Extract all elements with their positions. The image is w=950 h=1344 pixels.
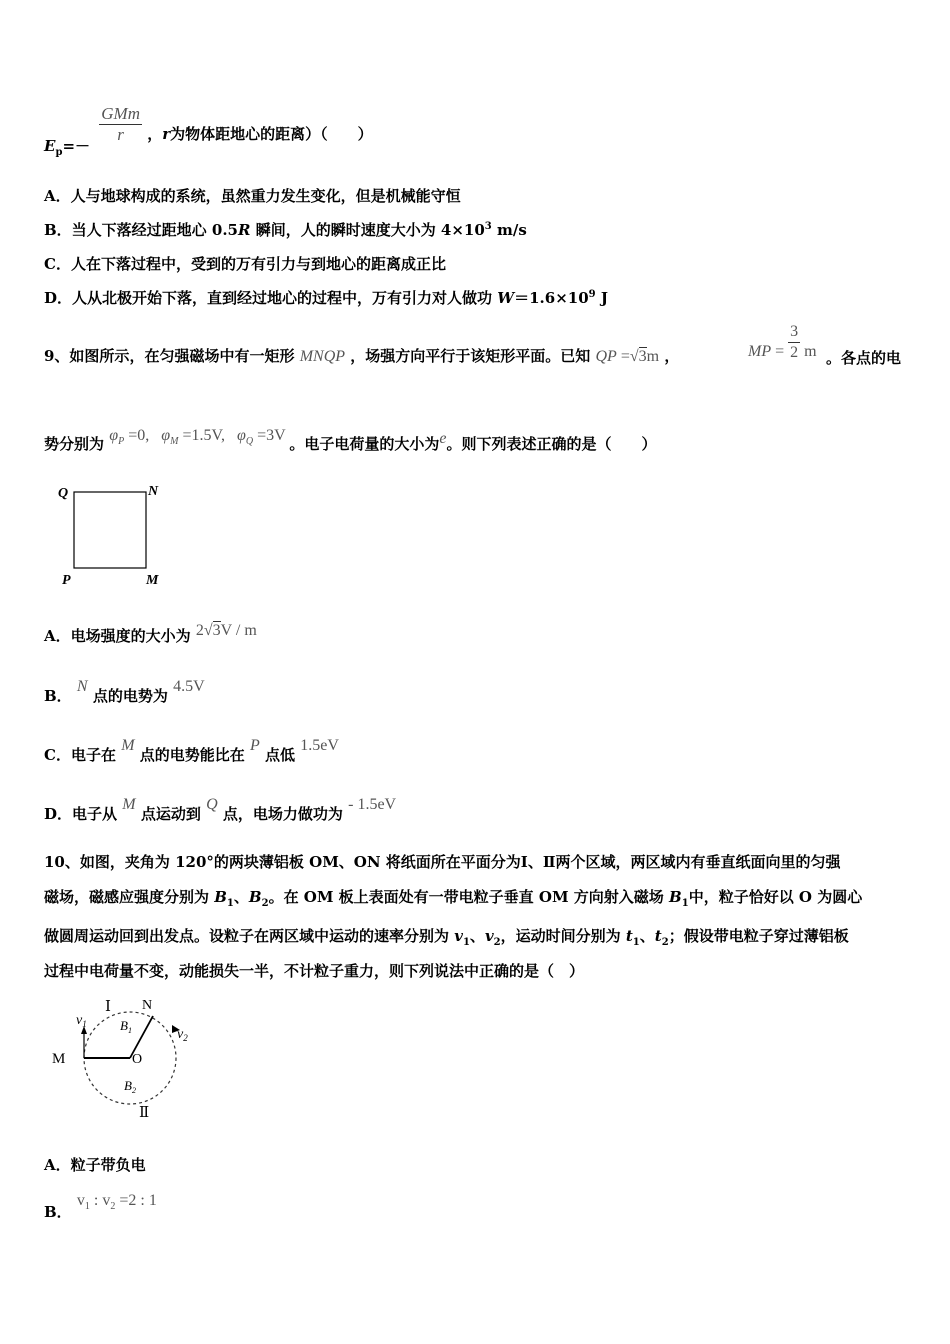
label-n: N <box>148 484 159 499</box>
q8-option-a: A．人与地球构成的系统，虽然重力发生变化，但是机械能守恒 <box>44 187 461 205</box>
q9-stem-line2: 势分别为 $\varphi_P =0$, $\varphi_M =1.5V$, $\varphi_Q =3V$ 。电子电荷量的大小为e。则下列表述正确的是（ ） <box>44 427 657 453</box>
q9-stem-tail: 。各点的电 <box>826 349 902 367</box>
label-q: Q <box>58 486 69 501</box>
label-v2: $v_2$ <box>177 1027 188 1043</box>
q10-stem-line1: 10、如图，夹角为 120°的两块薄铝板 OM、ON 将纸面所在平面分为Ⅰ、Ⅱ两个区域，两区域内有垂直纸面向里的匀强 <box>44 853 841 871</box>
label-b1: $B_1$ <box>120 1018 132 1035</box>
q8-option-c: C．人在下落过程中，受到的万有引力与到地心的距离成正比 <box>44 255 446 273</box>
gmm-fraction: $\frac{\text{GMm}}{r}$ <box>101 104 140 144</box>
q10-option-b: B． $v_1$ : $v_2 =2$ : 1 <box>44 1192 157 1221</box>
q8-option-b: B．当人下落经过距地心 0.5R 瞬间，人的瞬时速度大小为 $4\times 10^3$ m/s <box>44 221 527 239</box>
label-o: O <box>132 1052 143 1067</box>
q9-option-b: B． N 点的电势为 4.5V <box>44 678 205 705</box>
q10-stem-line2: 磁场，磁感应强度分别为 $B_1$、$B_2$。在 OM 板上表面处有一带电粒子垂直 OM 方向射入磁场 $B_1$中，粒子恰好以 O 为圆心 <box>44 888 863 909</box>
potentials: $\varphi_P =0$, $\varphi_M =1.5V$, $\varphi_Q =3V$ <box>109 427 286 448</box>
label-p: P <box>62 573 71 588</box>
region-i-label: Ⅰ <box>105 999 111 1015</box>
q10-stem-line3: 做圆周运动回到出发点。设粒子在两区域中运动的速率分别为 $v_1$、$v_2$，运动时间分别为 $t_1$、$t_2$；假设带电粒子穿过薄铝板 <box>44 927 849 948</box>
q8-formula: $E_p=-$ $\frac{\text{GMm}}{r}$ ，r为物体距地心的距离）（ ） <box>44 104 373 158</box>
rectangle-figure <box>50 478 180 590</box>
q10-option-a: A．粒子带负电 <box>44 1156 146 1174</box>
label-m: M <box>146 573 159 588</box>
label-m: M <box>52 1051 66 1067</box>
magnetic-field-figure <box>44 992 214 1122</box>
q9-stem-line1: 9、如图所示，在匀强磁场中有一矩形 MNQP ，场强方向平行于该矩形平面。已知 QP =√3m ， <box>44 347 680 365</box>
label-b2: $B_2$ <box>124 1078 136 1095</box>
q9-option-a: A．电场强度的大小为 2√3V / m <box>44 622 257 645</box>
mp-equation: MP = $\frac{3}{2}$ m <box>748 323 817 361</box>
qp-equation: QP =√3m <box>595 348 660 365</box>
q8-option-d: D．人从北极开始下落，直到经过地心的过程中，万有引力对人做功 $W=1.6\times 10^9$ J <box>44 289 608 307</box>
rectangle-mnqp <box>74 492 146 568</box>
q10-stem-line4: 过程中电荷量不变，动能损失一半，不计粒子重力，则下列说法中正确的是（ ） <box>44 962 585 980</box>
q9-option-c: C．电子在 M 点的电势能比在 P 点低 1.5eV <box>44 737 339 764</box>
label-v1: $v_1$ <box>76 1013 87 1029</box>
region-ii-label: Ⅱ <box>139 1105 150 1121</box>
label-n: N <box>142 998 153 1013</box>
q9-option-d: D．电子从 M 点运动到 Q 点，电场力做功为 - 1.5eV <box>44 796 397 823</box>
